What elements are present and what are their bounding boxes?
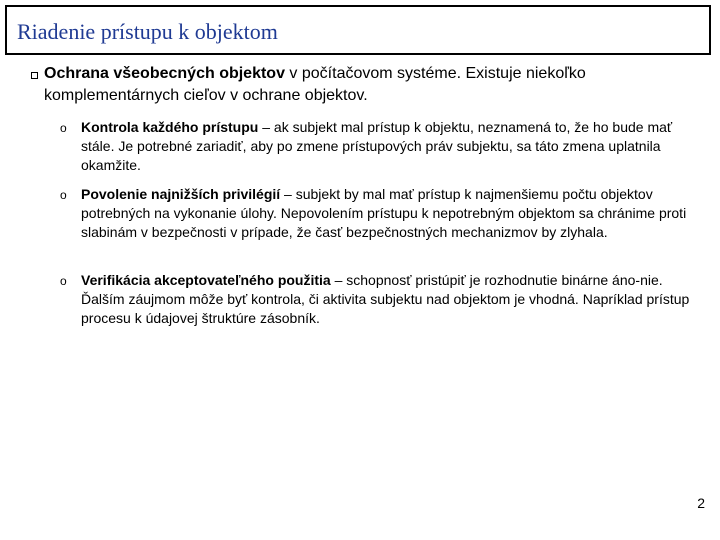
circle-bullet-icon: o bbox=[60, 188, 67, 202]
circle-bullet-icon: o bbox=[60, 274, 67, 288]
sub-point-heading: Verifikácia akceptovateľného použitia bbox=[81, 272, 331, 288]
square-bullet-icon bbox=[31, 72, 38, 79]
page-number: 2 bbox=[697, 495, 705, 511]
sub-point-body: – ak subjekt mal prístup k objektu, neznamená to, že ho bude mať stále. Je potrebné zariadiť, aby po zmene prístupových práv subjektu, sa táto zmena uplatnila okamžite. bbox=[81, 119, 673, 173]
sub-point-text bbox=[81, 118, 701, 175]
slide-title: Riadenie prístupu k objektom bbox=[17, 19, 278, 44]
sub-point-text bbox=[81, 271, 701, 328]
sub-point-body: – schopnosť pristúpiť je rozhodnutie binárne áno-nie. Ďalším záujmom môže byť kontrola, či aktivita subjektu nad objektom je vhodná. Napríklad prístup procesu k údajovej štruktúre zásobník. bbox=[81, 272, 690, 326]
main-point bbox=[44, 63, 684, 107]
sub-point-body: – subjekt by mal mať prístup k najmenšiemu počtu objektov potrebných na vykonanie úlohy. Nepovolením prístupu k nepotrebným objektom sa chránime proti slabinám v bezpečnosti v prípade, že časť bezpečnostných mechanizmov by zlyhala. bbox=[81, 186, 687, 240]
sub-point-text bbox=[81, 185, 701, 242]
circle-bullet-icon: o bbox=[60, 121, 67, 135]
main-point-heading: Ochrana všeobecných objektov bbox=[44, 65, 285, 82]
sub-point-heading: Povolenie najnižších privilégií bbox=[81, 186, 281, 202]
title-frame bbox=[5, 5, 711, 55]
main-point-body: v počítačovom systéme. Existuje niekoľko komplementárnych cieľov v ochrane objektov. bbox=[44, 65, 586, 104]
sub-point-heading: Kontrola každého prístupu bbox=[81, 119, 259, 135]
